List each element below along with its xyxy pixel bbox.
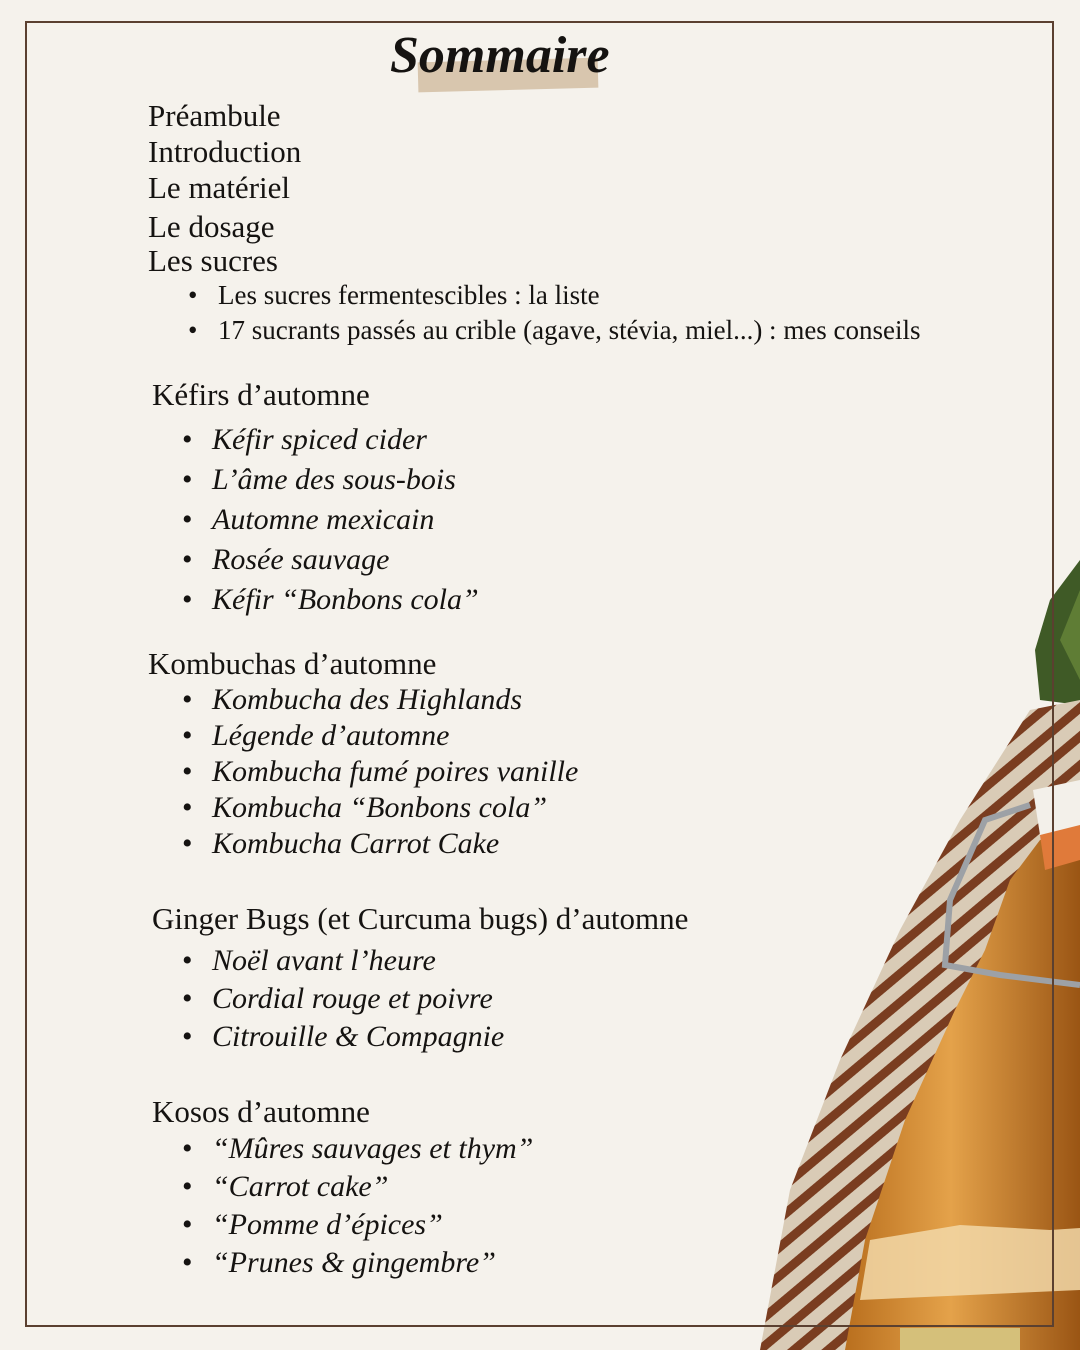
kombuchas-list	[182, 682, 578, 862]
toc-entry: Préambule	[148, 98, 281, 133]
toc-entry: Introduction	[148, 134, 302, 169]
bullet-icon: •	[182, 719, 193, 752]
section-title-ginger-bugs: Ginger Bugs (et Curcuma bugs) d’automne	[152, 901, 689, 936]
bullet-icon: •	[182, 463, 193, 496]
sugar-sublist	[188, 278, 921, 348]
ginger-bugs-list	[182, 942, 504, 1056]
bullet-icon: •	[182, 755, 193, 788]
bullet-icon: •	[182, 683, 193, 716]
toc-entry: Le dosage	[148, 209, 275, 244]
bullet-icon: •	[182, 791, 193, 824]
recipe-item: Kombucha des Highlands	[212, 683, 522, 716]
page-title: Sommaire	[390, 27, 610, 84]
recipe-item: L’âme des sous-bois	[212, 463, 456, 496]
bullet-icon: •	[188, 315, 198, 345]
recipe-item: “Pomme d’épices”	[212, 1208, 443, 1241]
recipe-item: “Prunes & gingembre”	[212, 1246, 496, 1279]
recipe-item: Citrouille & Compagnie	[212, 1020, 505, 1053]
recipe-item: Kombucha fumé poires vanille	[212, 755, 579, 788]
bullet-icon: •	[182, 423, 193, 456]
recipe-item: “Carrot cake”	[212, 1170, 389, 1203]
recipe-item: Rosée sauvage	[212, 543, 390, 576]
bullet-icon: •	[182, 503, 193, 536]
kosos-list	[182, 1130, 533, 1282]
toc-subentry: 17 sucrants passés au crible (agave, stévia, miel...) : mes conseils	[218, 315, 921, 345]
section-title-kosos: Kosos d’automne	[152, 1094, 370, 1129]
recipe-item: Noël avant l’heure	[212, 944, 436, 977]
recipe-item: Légende d’automne	[212, 719, 450, 752]
bullet-icon: •	[188, 280, 198, 310]
bullet-icon: •	[182, 543, 193, 576]
bullet-icon: •	[182, 1170, 193, 1203]
recipe-item: “Mûres sauvages et thym”	[212, 1132, 534, 1165]
recipe-item: Cordial rouge et poivre	[212, 982, 493, 1015]
toc-subentry: Les sucres fermentescibles : la liste	[218, 280, 600, 310]
recipe-item: Kéfir “Bonbons cola”	[212, 583, 479, 616]
bullet-icon: •	[182, 827, 193, 860]
bullet-icon: •	[182, 982, 193, 1015]
recipe-item: Kombucha Carrot Cake	[212, 827, 500, 860]
section-title-kombuchas: Kombuchas d’automne	[148, 646, 437, 681]
bullet-icon: •	[182, 1132, 193, 1165]
toc-entry: Les sucres	[148, 243, 278, 278]
intro-list	[148, 98, 301, 279]
bullet-icon: •	[182, 583, 193, 616]
bullet-icon: •	[182, 1020, 193, 1053]
section-title-kefirs: Kéfirs d’automne	[152, 377, 370, 412]
bullet-icon: •	[182, 1246, 193, 1279]
recipe-item: Kombucha “Bonbons cola”	[212, 791, 548, 824]
recipe-item: Kéfir spiced cider	[212, 423, 427, 456]
recipe-item: Automne mexicain	[212, 503, 435, 536]
toc-entry: Le matériel	[148, 170, 290, 205]
bullet-icon: •	[182, 1208, 193, 1241]
bullet-icon: •	[182, 944, 193, 977]
kefirs-list	[182, 420, 479, 620]
